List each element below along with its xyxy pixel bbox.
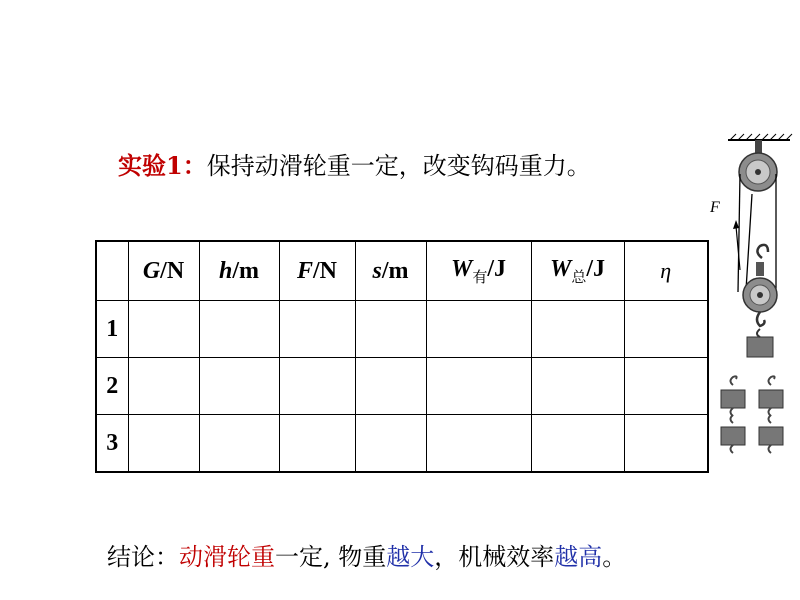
header-F: F/N xyxy=(279,241,355,301)
table-row xyxy=(96,415,708,473)
table-cell xyxy=(624,358,708,415)
table-cell xyxy=(426,358,531,415)
experiment-label: 实验1： xyxy=(118,151,207,180)
table-header-row xyxy=(96,241,708,301)
conclusion-text-2: ，机械效率 xyxy=(434,543,555,571)
table-cell xyxy=(279,415,355,473)
table-cell xyxy=(531,415,624,473)
header-W-useful: $W_有/J$ xyxy=(426,241,531,301)
table-cell xyxy=(199,415,279,473)
table-cell xyxy=(128,301,199,358)
conclusion-red-1: 动滑轮重 xyxy=(179,543,275,571)
table-cell xyxy=(624,301,708,358)
table-cell xyxy=(426,415,531,473)
table-cell xyxy=(199,301,279,358)
table-row xyxy=(96,358,708,415)
table-cell xyxy=(128,415,199,473)
conclusion-text-1: 一定, 物重 xyxy=(275,543,387,571)
table-cell xyxy=(279,301,355,358)
hanging-weight xyxy=(747,329,773,357)
row-label: 1 xyxy=(96,301,128,358)
header-W-total: $W_总/J$ xyxy=(531,241,624,301)
conclusion-end: 。 xyxy=(602,543,627,571)
table-cell xyxy=(531,358,624,415)
table-cell xyxy=(426,301,531,358)
spare-weights xyxy=(721,376,783,453)
force-label: F xyxy=(710,199,720,216)
row-label: 2 xyxy=(96,358,128,415)
experiment-heading xyxy=(118,146,591,181)
conclusion-lead: 结论： xyxy=(107,543,179,571)
conclusion-blue-1: 越大 xyxy=(386,543,435,571)
header-s: s/m xyxy=(355,241,426,301)
pulley-apparatus xyxy=(700,130,800,465)
fixed-pulley xyxy=(739,153,777,191)
experiment-description: 保持动滑轮重一定，改变钩码重力。 xyxy=(206,152,591,180)
table-row xyxy=(96,301,708,358)
header-efficiency: η xyxy=(624,241,708,301)
header-G: G/N xyxy=(128,241,199,301)
header-h: h/m xyxy=(199,241,279,301)
data-table xyxy=(95,240,709,473)
row-label: 3 xyxy=(96,415,128,473)
table-cell xyxy=(199,358,279,415)
table-cell xyxy=(355,358,426,415)
table-cell xyxy=(355,415,426,473)
conclusion xyxy=(107,537,626,572)
table-cell xyxy=(128,358,199,415)
table-cell xyxy=(624,415,708,473)
table-cell xyxy=(279,358,355,415)
table-cell xyxy=(355,301,426,358)
table-cell xyxy=(531,301,624,358)
conclusion-blue-2: 越高 xyxy=(554,543,603,571)
header-blank xyxy=(96,241,128,301)
